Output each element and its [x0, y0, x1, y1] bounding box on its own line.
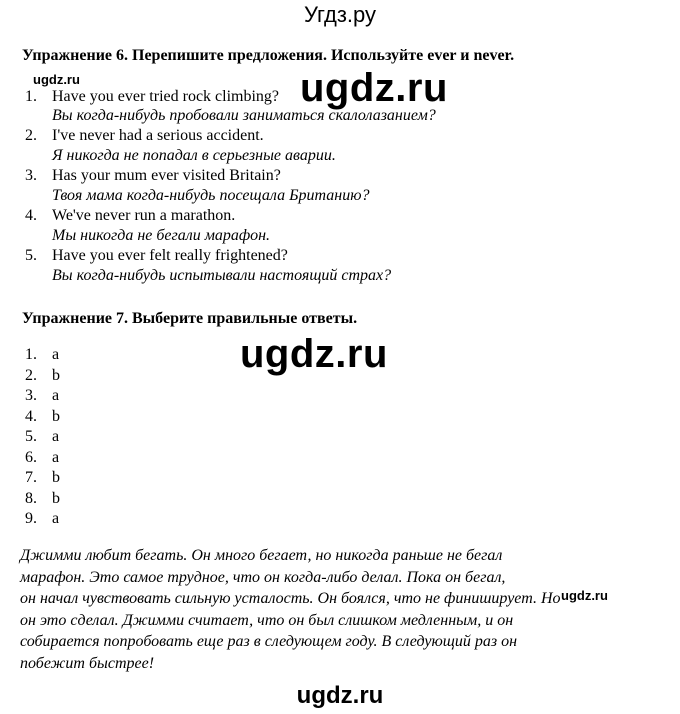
paragraph-line: побежит быстрее!: [20, 655, 155, 672]
answer-value: a: [52, 346, 60, 363]
list-item-translation: Я никогда не попадал в серьезные аварии.: [52, 147, 336, 164]
answer-number: 9.: [25, 510, 37, 527]
answer-number: 7.: [25, 469, 37, 486]
list-item-number: 2.: [25, 127, 37, 144]
paragraph-line: Джимми любит бегать. Он много бегает, но никогда раньше не бегал: [20, 547, 503, 564]
answer-number: 1.: [25, 346, 37, 363]
answer-number: 6.: [25, 449, 37, 466]
answer-value: a: [52, 428, 60, 445]
answer-value: b: [52, 490, 60, 507]
list-item-text: I've never had a serious accident.: [52, 127, 264, 144]
paragraph-line: собирается попробовать еще раз в следующем году. В следующий раз он: [20, 633, 518, 650]
exercise-7-heading: Упражнение 7. Выберите правильные ответы.: [22, 310, 358, 327]
answer-number: 3.: [25, 387, 37, 404]
list-item-text: Have you ever felt really frightened?: [52, 247, 288, 264]
answer-number: 5.: [25, 428, 37, 445]
answer-number: 8.: [25, 490, 37, 507]
watermark-small: ugdz.ru: [561, 588, 608, 603]
list-item-number: 1.: [25, 88, 37, 105]
list-item-translation: Вы когда-нибудь пробовали заниматься скалолазанием?: [52, 107, 436, 124]
list-item-text: Have you ever tried rock climbing?: [52, 88, 280, 105]
watermark-small: ugdz.ru: [33, 72, 80, 87]
list-item-number: 4.: [25, 207, 37, 224]
paragraph-line: он это сделал. Джимми считает, что он был слишком медленным, и он: [20, 612, 514, 629]
list-item-text: Has your mum ever visited Britain?: [52, 167, 281, 184]
answer-value: b: [52, 367, 60, 384]
list-item-text: We've never run a marathon.: [52, 207, 236, 224]
answer-number: 4.: [25, 408, 37, 425]
footer-watermark: ugdz.ru: [296, 682, 384, 709]
site-title: Угдз.ру: [303, 2, 377, 27]
watermark-large: ugdz.ru: [240, 332, 388, 376]
answer-value: b: [52, 469, 60, 486]
list-item-translation: Твоя мама когда-нибудь посещала Британию?: [52, 187, 370, 204]
watermark-large: ugdz.ru: [300, 66, 448, 110]
list-item-translation: Мы никогда не бегали марафон.: [52, 227, 271, 244]
answer-value: a: [52, 449, 60, 466]
answer-value: a: [52, 387, 60, 404]
paragraph-line: марафон. Это самое трудное, что он когда-либо делал. Пока он бегал,: [20, 569, 506, 586]
list-item-translation: Вы когда-нибудь испытывали настоящий страх?: [52, 267, 392, 284]
list-item-number: 3.: [25, 167, 37, 184]
exercise-6-heading: Упражнение 6. Перепишите предложения. Используйте ever и never.: [22, 47, 515, 64]
answer-value: a: [52, 510, 60, 527]
paragraph-line: он начал чувствовать сильную усталость. Он боялся, что не финиширует. Но: [20, 590, 561, 607]
answer-number: 2.: [25, 367, 37, 384]
list-item-number: 5.: [25, 247, 37, 264]
answer-value: b: [52, 408, 60, 425]
